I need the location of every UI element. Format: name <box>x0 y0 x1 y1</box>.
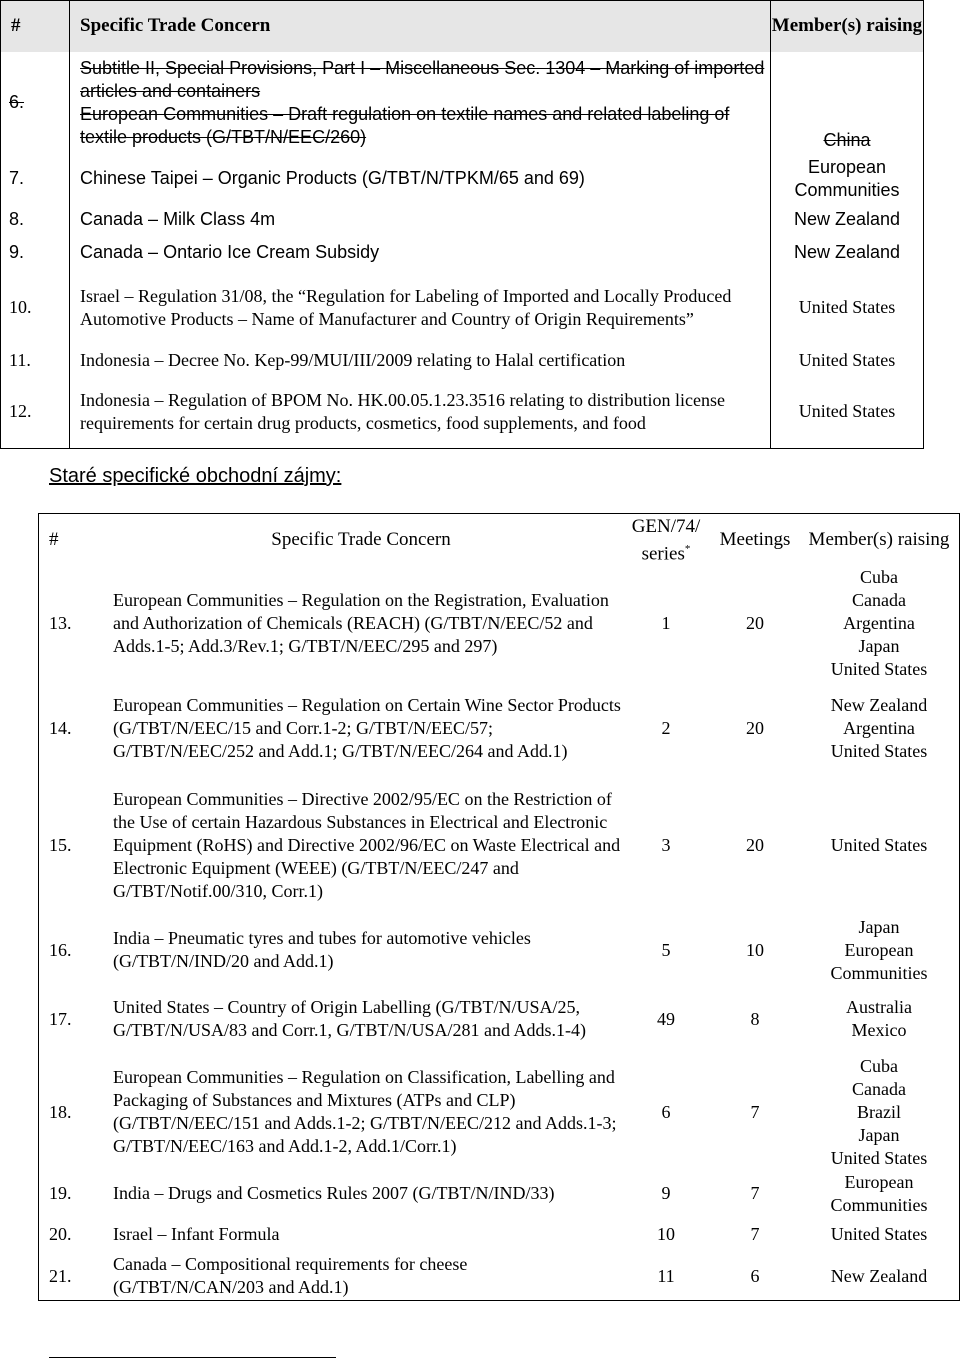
row-meetings: 20 <box>746 612 764 633</box>
row-concern: European Communities – Regulation on Classification, Labelling and Packaging of Substances and Mixtures (ATPs and CLP) (G/TBT/N/EEC/151 and Adds.1-2; G/TBT/N/EEC/212 and Adds.1-3; G/TBT/N/EEC/163 and Add.1-2, Add.1/Corr.1) <box>113 1067 617 1156</box>
footnote-marker: * <box>684 542 691 555</box>
row-number: 11. <box>9 350 31 370</box>
row-concern: European Communities – Regulation on Certain Wine Sector Products (G/TBT/N/EEC/15 and Corr.1-2; G/TBT/N/EEC/57; G/TBT/N/EEC/252 and Add.1; G/TBT/N/EEC/264 and Add.1) <box>113 694 621 761</box>
member-name: New Zealand <box>830 694 928 715</box>
member-name: Argentina <box>843 717 915 738</box>
table-row <box>39 681 960 776</box>
row-concern: Canada – Ontario Ice Cream Subsidy <box>70 236 771 270</box>
table-row <box>39 985 960 1054</box>
table-row <box>1 154 924 204</box>
header-gen-label: GEN/74/ series <box>631 515 701 564</box>
concern-line: Subtitle II, Special Provisions, Part I – Miscellaneous Sec. 1304 – Marking of imported articles and containers <box>80 57 765 101</box>
row-member: United States <box>771 346 924 376</box>
row-meetings: 7 <box>750 1183 760 1203</box>
table-row <box>1 52 924 154</box>
row-concern: Canada – Compositional requirements for cheese (G/TBT/N/CAN/203 and Add.1) <box>113 1254 468 1298</box>
row-members <box>799 1217 960 1253</box>
row-number: 9. <box>9 242 25 262</box>
member-name: United States <box>830 740 928 761</box>
table-row <box>1 236 924 270</box>
row-members <box>799 566 960 681</box>
row-gen-series: 1 <box>661 612 671 633</box>
table-row <box>1 376 924 449</box>
row-concern <box>70 52 771 154</box>
member-name: Brazil <box>857 1101 901 1122</box>
header-member: Member(s) raising <box>808 529 950 551</box>
row-concern: Indonesia – Decree No. Kep-99/MUI/III/2009 relating to Halal certification <box>70 346 771 376</box>
row-number: 20. <box>49 1224 72 1244</box>
row-number: 7. <box>9 168 25 188</box>
row-concern: Canada – Milk Class 4m <box>70 204 771 236</box>
row-concern: Indonesia – Regulation of BPOM No. HK.00.05.1.23.3516 relating to distribution license requirements for certain drug products, cosmetics, food supplements, and food <box>70 376 771 449</box>
current-concerns-table-container <box>0 0 924 449</box>
row-concern: Chinese Taipei – Organic Products (G/TBT/N/TPKM/65 and 69) <box>70 154 771 204</box>
member-name: Australia <box>846 997 912 1017</box>
row-gen-series: 11 <box>657 1265 675 1286</box>
table-row <box>39 1253 960 1301</box>
table-row <box>39 916 960 985</box>
row-concern: India – Drugs and Cosmetics Rules 2007 (G/TBT/N/IND/33) <box>113 1183 555 1203</box>
row-gen-series: 6 <box>661 1101 671 1122</box>
member-name: Japan <box>858 1124 900 1145</box>
member-name: European Communities <box>830 1171 928 1215</box>
row-concern: European Communities – Directive 2002/95/EC on the Restriction of the Use of certain Hazardous Substances in Electrical and Electronic Equipment (RoHS) and Directive 2002/96/EC on Waste Electrical and Electronic Equipment (WEEE) (G/TBT/N/EEC/247 and G/TBT/Notif.00/310, Corr.1) <box>113 789 621 901</box>
row-number: 19. <box>49 1183 72 1203</box>
row-member: United States <box>771 376 924 449</box>
row-member: New Zealand <box>771 204 924 236</box>
table-row <box>1 270 924 346</box>
row-number: 13. <box>49 612 72 633</box>
row-members <box>799 1253 960 1301</box>
header-member: Member(s) raising <box>771 1 924 52</box>
row-member: United States <box>771 270 924 346</box>
table-row <box>1 346 924 376</box>
row-number: 10. <box>9 297 32 317</box>
header-number: # <box>49 528 59 550</box>
row-member: New Zealand <box>771 236 924 270</box>
table-row <box>39 1054 960 1171</box>
row-member: China <box>771 52 924 154</box>
section-title: Staré specifické obchodní zájmy: <box>49 465 342 487</box>
member-name: United States <box>830 658 928 679</box>
table-row <box>39 776 960 916</box>
row-number: 8. <box>9 209 25 229</box>
row-number: 6. <box>9 92 25 112</box>
header-gen-series <box>621 514 711 566</box>
member-name: Argentina <box>843 612 915 633</box>
row-members <box>799 1171 960 1217</box>
member-name: Cuba <box>860 1055 898 1076</box>
row-meetings: 7 <box>750 1101 760 1122</box>
row-number: 18. <box>49 1101 72 1122</box>
row-member: European Communities <box>771 154 924 204</box>
table-header-row <box>39 514 960 566</box>
member-name: United States <box>830 835 928 855</box>
member-name: United States <box>830 1224 928 1244</box>
row-members <box>799 1054 960 1171</box>
row-members <box>799 985 960 1054</box>
row-meetings: 20 <box>746 835 764 855</box>
row-concern: Israel – Regulation 31/08, the “Regulation for Labeling of Imported and Locally Produced Automotive Products – Name of Manufacturer and Country of Origin Requirements” <box>70 270 771 346</box>
table-row <box>1 204 924 236</box>
row-gen-series: 10 <box>657 1224 675 1244</box>
member-name: Canada <box>852 1078 906 1099</box>
header-number: # <box>11 15 21 37</box>
old-concerns-table-container <box>38 513 960 1301</box>
table-row <box>39 1217 960 1253</box>
row-number: 12. <box>9 401 32 422</box>
member-name: Japan <box>858 916 900 937</box>
row-members <box>799 776 960 916</box>
row-concern: India – Pneumatic tyres and tubes for automotive vehicles (G/TBT/N/IND/20 and Add.1) <box>113 928 531 971</box>
row-concern: United States – Country of Origin Labelling (G/TBT/N/USA/25, G/TBT/N/USA/83 and Corr.1, G/TBT/N/USA/281 and Adds.1-4) <box>113 997 586 1040</box>
concern-line: European Communities – Draft regulation on textile names and related labeling of textile products (G/TBT/N/EEC/260) <box>80 103 730 147</box>
table-row <box>39 1171 960 1217</box>
member-name: Canada <box>852 589 906 610</box>
member-name: New Zealand <box>830 1265 928 1286</box>
row-concern: European Communities – Regulation on the Registration, Evaluation and Authorization of Chemicals (REACH) (G/TBT/N/EEC/52 and Adds.1-5; Add.3/Rev.1; G/TBT/N/EEC/295 and 297) <box>113 589 609 656</box>
current-concerns-table <box>0 0 924 449</box>
header-meetings: Meetings <box>719 528 791 550</box>
row-meetings: 7 <box>750 1224 760 1244</box>
old-concerns-table <box>38 513 960 1301</box>
row-number: 15. <box>49 835 72 855</box>
row-meetings: 6 <box>750 1265 760 1286</box>
row-concern: Israel – Infant Formula <box>113 1224 280 1244</box>
header-concern: Specific Trade Concern <box>271 528 451 550</box>
footnote-separator <box>49 1357 336 1358</box>
row-meetings: 10 <box>746 939 764 960</box>
member-name: Japan <box>858 635 900 656</box>
row-gen-series: 3 <box>661 835 671 855</box>
table-row <box>39 566 960 681</box>
row-gen-series: 5 <box>661 939 671 960</box>
row-members <box>799 681 960 776</box>
member-name: European Communities <box>830 939 928 983</box>
member-name: Cuba <box>860 566 898 587</box>
row-meetings: 8 <box>750 1008 760 1029</box>
row-number: 21. <box>49 1265 72 1286</box>
row-gen-series: 9 <box>661 1183 671 1203</box>
row-members <box>799 916 960 985</box>
row-meetings: 20 <box>746 717 764 738</box>
member-name: Mexico <box>851 1020 907 1040</box>
row-number: 14. <box>49 717 72 738</box>
member-name: United States <box>830 1147 928 1168</box>
row-gen-series: 49 <box>657 1008 675 1029</box>
row-number: 17. <box>49 1008 72 1029</box>
header-concern: Specific Trade Concern <box>70 1 771 52</box>
row-number: 16. <box>49 939 72 960</box>
row-gen-series: 2 <box>661 717 671 738</box>
table-header-row <box>1 1 924 52</box>
